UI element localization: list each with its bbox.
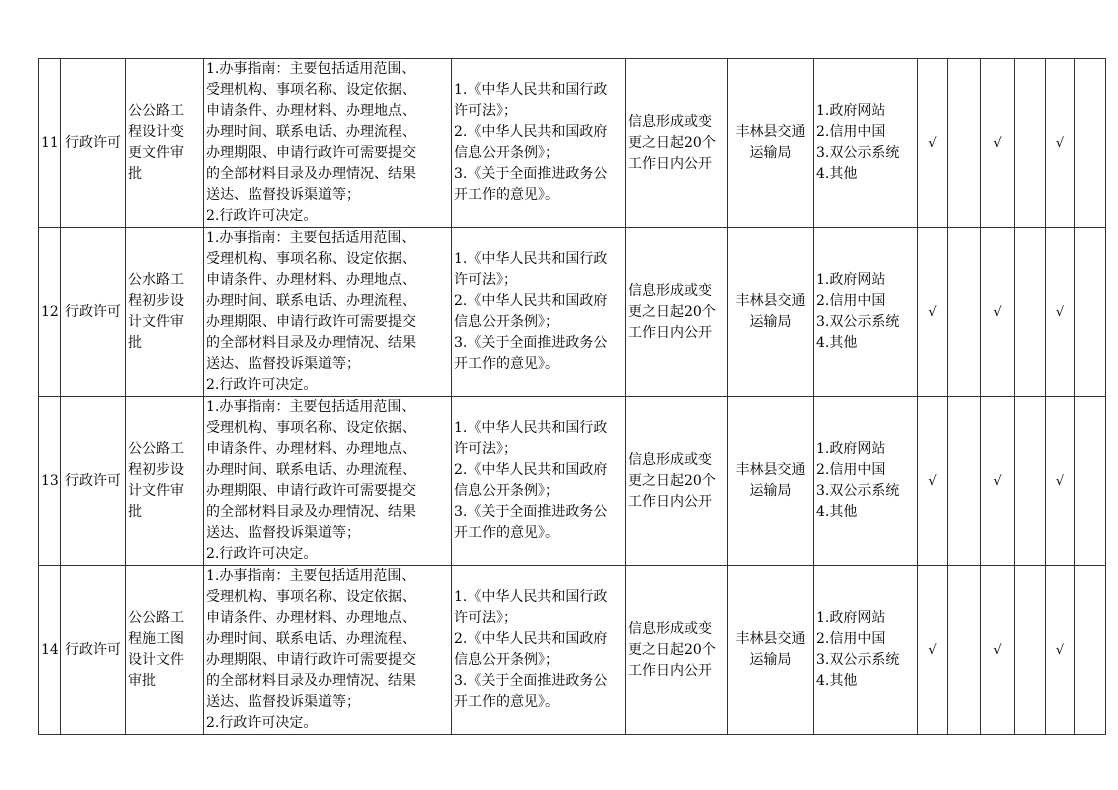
mark-cell	[1046, 397, 1075, 566]
disclosure-subject-cell	[728, 397, 814, 566]
item-name-line: 计文件审	[128, 314, 184, 330]
basis-line: 1.《中华人民共和国行政	[454, 589, 608, 605]
table-row	[39, 397, 1106, 566]
content-line: 申请条件、办理材料、办理地点、	[206, 272, 416, 288]
table-row	[39, 59, 1106, 228]
mark-cell	[918, 59, 948, 228]
content-line: 的全部材料目录及办理情况、结果	[206, 673, 416, 689]
content-line: 1.办事指南：主要包括适用范围、	[206, 568, 416, 584]
content-line: 受理机构、事项名称、设定依据、	[206, 420, 416, 436]
mark-cell	[1015, 228, 1046, 397]
check-mark-icon: √	[928, 304, 937, 320]
check-mark-icon: √	[1055, 304, 1065, 320]
basis-line: 1.《中华人民共和国行政	[454, 420, 608, 436]
basis-line: 信息公开条例》；	[454, 483, 559, 499]
mark-cell	[918, 228, 948, 397]
item-name-line: 程初步设	[128, 293, 184, 309]
content-line: 的全部材料目录及办理情况、结果	[206, 166, 416, 182]
content-line: 送达、监督投诉渠道等；	[206, 694, 360, 710]
content-line: 办理期限、申请行政许可需要提交	[206, 652, 416, 668]
check-mark-icon: √	[1055, 473, 1065, 489]
content-line: 1.办事指南：主要包括适用范围、	[206, 230, 416, 246]
content-line: 2.行政许可决定。	[206, 546, 318, 562]
channel-line: 1.政府网站	[816, 441, 886, 457]
item-name-line: 审批	[128, 673, 156, 689]
basis-line: 许可法》；	[454, 103, 517, 119]
check-mark-icon: √	[993, 304, 1002, 320]
basis-line: 2.《中华人民共和国政府	[454, 124, 608, 140]
item-name-line: 更文件审	[128, 145, 184, 161]
disclosure-content-cell	[204, 59, 452, 228]
mark-cell	[1075, 566, 1106, 735]
mark-cell	[918, 397, 948, 566]
content-line: 办理时间、联系电话、办理流程、	[206, 124, 416, 140]
subject-line: 丰林县交通	[735, 631, 806, 647]
check-mark-icon: √	[1055, 642, 1065, 658]
check-mark-icon: √	[928, 642, 937, 658]
check-mark-icon: √	[993, 135, 1002, 151]
channel-line: 2.信用中国	[816, 293, 886, 309]
disclosure-channel-cell	[814, 228, 918, 397]
disclosure-subject-cell	[728, 566, 814, 735]
channel-line: 2.信用中国	[816, 462, 886, 478]
row-number: 14	[39, 566, 61, 735]
mark-cell	[981, 228, 1015, 397]
basis-line: 2.《中华人民共和国政府	[454, 293, 608, 309]
mark-cell	[1046, 228, 1075, 397]
check-mark-icon: √	[1055, 135, 1065, 151]
mark-cell	[948, 566, 981, 735]
content-line: 申请条件、办理材料、办理地点、	[206, 103, 416, 119]
basis-line: 许可法》；	[454, 441, 517, 457]
channel-line: 2.信用中国	[816, 124, 886, 140]
content-line: 办理时间、联系电话、办理流程、	[206, 462, 416, 478]
legal-basis-cell	[452, 59, 626, 228]
time-line: 信息形成或变	[628, 282, 712, 299]
mark-cell	[1075, 397, 1106, 566]
check-mark-icon: √	[928, 135, 937, 151]
channel-line: 1.政府网站	[816, 272, 886, 288]
time-line: 更之日起20个	[628, 303, 716, 320]
content-line: 办理期限、申请行政许可需要提交	[206, 314, 416, 330]
legal-basis-cell	[452, 566, 626, 735]
item-name-line: 程初步设	[128, 462, 184, 478]
item-name-line: 批	[128, 504, 142, 520]
content-line: 送达、监督投诉渠道等；	[206, 187, 360, 203]
disclosure-channel-cell	[814, 59, 918, 228]
disclosure-content-cell	[204, 397, 452, 566]
time-line: 工作日内公开	[628, 324, 712, 341]
basis-line: 开工作的意见》。	[454, 187, 559, 203]
content-line: 受理机构、事项名称、设定依据、	[206, 251, 416, 267]
subject-line: 丰林县交通	[735, 124, 806, 140]
subject-line: 运输局	[749, 652, 792, 668]
time-line: 更之日起20个	[628, 134, 716, 151]
check-mark-icon: √	[993, 473, 1002, 489]
item-name-cell	[126, 566, 204, 735]
content-line: 送达、监督投诉渠道等；	[206, 525, 360, 541]
channel-line: 4.其他	[816, 335, 858, 351]
item-name-line: 程施工图	[128, 631, 184, 647]
disclosure-time-cell	[626, 397, 728, 566]
item-name-line: 公水路工	[128, 272, 184, 288]
subject-line: 运输局	[749, 145, 792, 161]
basis-line: 3.《关于全面推进政务公	[454, 166, 608, 182]
disclosure-time-cell	[626, 228, 728, 397]
content-line: 的全部材料目录及办理情况、结果	[206, 504, 416, 520]
item-name-cell	[126, 228, 204, 397]
subject-line: 丰林县交通	[735, 293, 806, 309]
item-name-cell	[126, 59, 204, 228]
channel-line: 3.双公示系统	[816, 483, 900, 499]
channel-line: 1.政府网站	[816, 103, 886, 119]
channel-line: 4.其他	[816, 166, 858, 182]
item-name-line: 公公路工	[128, 103, 184, 119]
check-mark-icon: √	[993, 642, 1002, 658]
item-name-line: 批	[128, 335, 142, 351]
content-line: 办理期限、申请行政许可需要提交	[206, 483, 416, 499]
basis-line: 许可法》；	[454, 272, 517, 288]
time-line: 信息形成或变	[628, 451, 712, 468]
item-name-cell	[126, 397, 204, 566]
basis-line: 开工作的意见》。	[454, 356, 559, 372]
time-line: 信息形成或变	[628, 113, 712, 130]
table-body	[39, 59, 1106, 735]
category-cell: 行政许可	[61, 228, 126, 397]
mark-cell	[1075, 59, 1106, 228]
mark-cell	[1015, 59, 1046, 228]
content-line: 受理机构、事项名称、设定依据、	[206, 589, 416, 605]
subject-line: 丰林县交通	[735, 462, 806, 478]
basis-line: 1.《中华人民共和国行政	[454, 82, 608, 98]
item-name-line: 公公路工	[128, 610, 184, 626]
disclosure-subject-cell	[728, 59, 814, 228]
content-line: 送达、监督投诉渠道等；	[206, 356, 360, 372]
mark-cell	[1046, 59, 1075, 228]
basis-line: 2.《中华人民共和国政府	[454, 462, 608, 478]
legal-basis-cell	[452, 228, 626, 397]
content-line: 2.行政许可决定。	[206, 208, 318, 224]
mark-cell	[918, 566, 948, 735]
subject-line: 运输局	[749, 314, 792, 330]
disclosure-content-cell	[204, 566, 452, 735]
content-line: 办理时间、联系电话、办理流程、	[206, 293, 416, 309]
basis-line: 3.《关于全面推进政务公	[454, 673, 608, 689]
channel-line: 3.双公示系统	[816, 314, 900, 330]
time-line: 工作日内公开	[628, 662, 712, 679]
subject-line: 运输局	[749, 483, 792, 499]
check-mark-icon: √	[928, 473, 937, 489]
category-cell: 行政许可	[61, 59, 126, 228]
category-cell: 行政许可	[61, 397, 126, 566]
content-line: 办理时间、联系电话、办理流程、	[206, 631, 416, 647]
legal-basis-cell	[452, 397, 626, 566]
mark-cell	[1046, 566, 1075, 735]
mark-cell	[981, 59, 1015, 228]
content-line: 2.行政许可决定。	[206, 715, 318, 731]
row-number: 13	[39, 397, 61, 566]
channel-line: 3.双公示系统	[816, 652, 900, 668]
mark-cell	[948, 59, 981, 228]
content-line: 1.办事指南：主要包括适用范围、	[206, 399, 416, 415]
mark-cell	[981, 566, 1015, 735]
category-cell: 行政许可	[61, 566, 126, 735]
basis-line: 许可法》；	[454, 610, 517, 626]
item-name-line: 设计文件	[128, 652, 184, 668]
basis-line: 3.《关于全面推进政务公	[454, 504, 608, 520]
time-line: 更之日起20个	[628, 641, 716, 658]
item-name-line: 程设计变	[128, 124, 184, 140]
time-line: 信息形成或变	[628, 620, 712, 637]
disclosure-time-cell	[626, 59, 728, 228]
disclosure-subject-cell	[728, 228, 814, 397]
content-line: 受理机构、事项名称、设定依据、	[206, 82, 416, 98]
basis-line: 1.《中华人民共和国行政	[454, 251, 608, 267]
channel-line: 4.其他	[816, 673, 858, 689]
channel-line: 1.政府网站	[816, 610, 886, 626]
mark-cell	[1075, 228, 1106, 397]
basis-line: 3.《关于全面推进政务公	[454, 335, 608, 351]
basis-line: 信息公开条例》；	[454, 314, 559, 330]
basis-line: 2.《中华人民共和国政府	[454, 631, 608, 647]
mark-cell	[1015, 566, 1046, 735]
item-name-line: 公公路工	[128, 441, 184, 457]
table-row	[39, 228, 1106, 397]
mark-cell	[948, 228, 981, 397]
disclosure-channel-cell	[814, 397, 918, 566]
disclosure-time-cell	[626, 566, 728, 735]
channel-line: 4.其他	[816, 504, 858, 520]
row-number: 12	[39, 228, 61, 397]
basis-line: 信息公开条例》；	[454, 652, 559, 668]
content-line: 2.行政许可决定。	[206, 377, 318, 393]
disclosure-table	[38, 58, 1106, 735]
content-line: 申请条件、办理材料、办理地点、	[206, 441, 416, 457]
basis-line: 信息公开条例》；	[454, 145, 559, 161]
basis-line: 开工作的意见》。	[454, 694, 559, 710]
basis-line: 开工作的意见》。	[454, 525, 559, 541]
item-name-line: 计文件审	[128, 483, 184, 499]
time-line: 工作日内公开	[628, 155, 712, 172]
content-line: 的全部材料目录及办理情况、结果	[206, 335, 416, 351]
content-line: 1.办事指南：主要包括适用范围、	[206, 61, 416, 77]
row-number: 11	[39, 59, 61, 228]
time-line: 更之日起20个	[628, 472, 716, 489]
mark-cell	[1015, 397, 1046, 566]
channel-line: 2.信用中国	[816, 631, 886, 647]
channel-line: 3.双公示系统	[816, 145, 900, 161]
mark-cell	[981, 397, 1015, 566]
content-line: 申请条件、办理材料、办理地点、	[206, 610, 416, 626]
mark-cell	[948, 397, 981, 566]
content-line: 办理期限、申请行政许可需要提交	[206, 145, 416, 161]
time-line: 工作日内公开	[628, 493, 712, 510]
table-row	[39, 566, 1106, 735]
disclosure-content-cell	[204, 228, 452, 397]
disclosure-channel-cell	[814, 566, 918, 735]
item-name-line: 批	[128, 166, 142, 182]
